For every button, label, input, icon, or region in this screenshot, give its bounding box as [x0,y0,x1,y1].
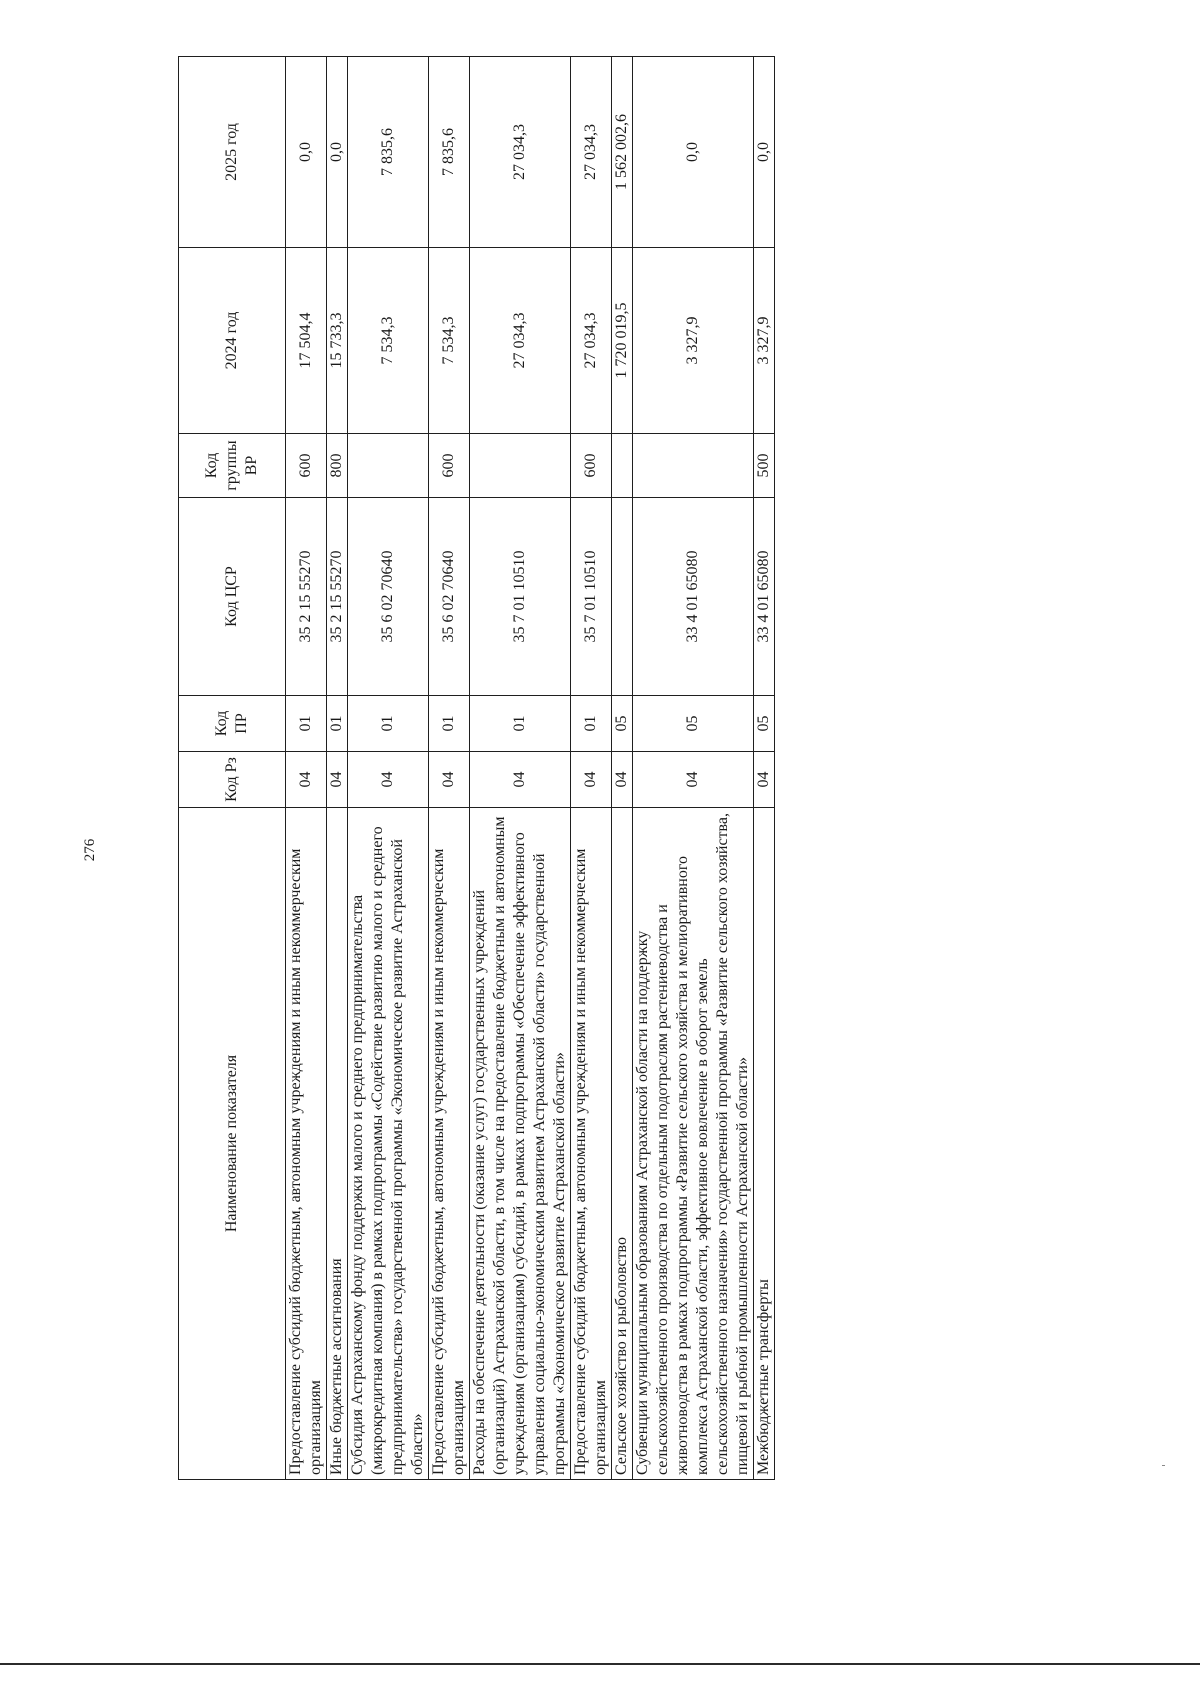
table-row [348,57,429,1480]
row-rz: 04 [754,752,775,808]
row-2025: 7 835,6 [348,57,429,248]
row-vr: 500 [754,434,775,498]
row-rz: 04 [633,752,754,808]
row-csr [612,498,633,696]
row-name: Субвенции муниципальным образованиям Астраханской области на поддержку сельскохозяйственного производства по отдельным подотраслям растениеводства и животноводства в рамках подпрограммы «Развитие сельского хозяйства и мелиоративного комплекса Астраханской области, эффективное вовлечение в оборот земель сельскохозяйственного назначения» государственной программы «Развитие сельского хозяйства, пищевой и рыбной промышленности Астраханской области» [633,808,754,1480]
row-2025: 27 034,3 [470,57,571,248]
row-2024: 17 504,4 [286,248,327,434]
row-csr: 35 6 02 70640 [348,498,429,696]
row-vr: 600 [429,434,470,498]
row-name: Расходы на обеспечение деятельности (оказание услуг) государственных учреждений (организаций) Астраханской области, в том числе на предоставление бюджетным и автономным учреждениям (организациям) субсидий, в рамках подпрограммы «Обеспечение эффективного управления социально-экономическим развитием Астраханской области» государственной программы «Экономическое развитие Астраханской области» [470,808,571,1480]
row-rz: 04 [571,752,612,808]
row-pr: 01 [571,696,612,752]
bottom-rule [0,1663,1200,1665]
row-csr: 35 2 15 55270 [327,498,348,696]
table-row [429,57,470,1480]
table-row [612,57,633,1480]
row-2025: 1 562 002,6 [612,57,633,248]
header-2024: 2024 год [179,248,286,434]
table-row [327,57,348,1480]
header-2025: 2025 год [179,57,286,248]
row-2024: 27 034,3 [470,248,571,434]
row-name: Иные бюджетные ассигнования [327,808,348,1480]
row-pr: 01 [348,696,429,752]
row-name: Сельское хозяйство и рыболовство [612,808,633,1480]
row-name: Субсидия Астраханскому фонду поддержки малого и среднего предпринимательства (микрокредитная компания) в рамках подпрограммы «Содействие развитию малого и среднего предпринимательства» государственной программы «Экономическое развитие Астраханской области» [348,808,429,1480]
row-name: Предоставление субсидий бюджетным, автономным учреждениям и иным некоммерческим организациям [429,808,470,1480]
row-2025: 0,0 [286,57,327,248]
row-2025: 0,0 [754,57,775,248]
row-pr: 01 [470,696,571,752]
row-rz: 04 [348,752,429,808]
table-row [633,57,754,1480]
header-name: Наименование показателя [179,808,286,1480]
row-2024: 3 327,9 [754,248,775,434]
row-vr [470,434,571,498]
row-name: Предоставление субсидий бюджетным, автономным учреждениям и иным некоммерческим организациям [571,808,612,1480]
row-pr: 01 [286,696,327,752]
budget-table-frame [178,57,853,1480]
row-vr: 600 [286,434,327,498]
row-pr: 05 [754,696,775,752]
header-pr: Код ПР [179,696,286,752]
row-name: Предоставление субсидий бюджетным, автономным учреждениям и иным некоммерческим организациям [286,808,327,1480]
row-2024: 3 327,9 [633,248,754,434]
row-2024: 7 534,3 [429,248,470,434]
header-rz: Код Рз [179,752,286,808]
row-vr: 800 [327,434,348,498]
row-csr: 35 7 01 10510 [571,498,612,696]
row-rz: 04 [429,752,470,808]
row-2024: 7 534,3 [348,248,429,434]
row-csr: 33 4 01 65080 [633,498,754,696]
row-2025: 0,0 [327,57,348,248]
row-pr: 01 [327,696,348,752]
row-vr [348,434,429,498]
row-vr [633,434,754,498]
table-row [286,57,327,1480]
row-2024: 27 034,3 [571,248,612,434]
row-rz: 04 [327,752,348,808]
budget-table [178,56,775,1480]
row-pr: 01 [429,696,470,752]
row-2025: 7 835,6 [429,57,470,248]
table-row [754,57,775,1480]
row-2024: 1 720 019,5 [612,248,633,434]
row-pr: 05 [612,696,633,752]
row-name: Межбюджетные трансферты [754,808,775,1480]
row-2025: 27 034,3 [571,57,612,248]
budget-table-rotated [178,57,853,1480]
row-csr: 35 2 15 55270 [286,498,327,696]
row-vr: 600 [571,434,612,498]
header-csr: Код ЦСР [179,498,286,696]
row-2024: 15 733,3 [327,248,348,434]
header-vr: Код группы ВР [179,434,286,498]
row-csr: 33 4 01 65080 [754,498,775,696]
row-rz: 04 [470,752,571,808]
row-rz: 04 [612,752,633,808]
row-vr [612,434,633,498]
row-csr: 35 6 02 70640 [429,498,470,696]
row-pr: 05 [633,696,754,752]
row-2025: 0,0 [633,57,754,248]
scan-speck [1162,1465,1165,1466]
table-row [571,57,612,1480]
table-header-row [179,57,286,1480]
page-number: 276 [82,838,98,862]
table-row [470,57,571,1480]
row-rz: 04 [286,752,327,808]
row-csr: 35 7 01 10510 [470,498,571,696]
